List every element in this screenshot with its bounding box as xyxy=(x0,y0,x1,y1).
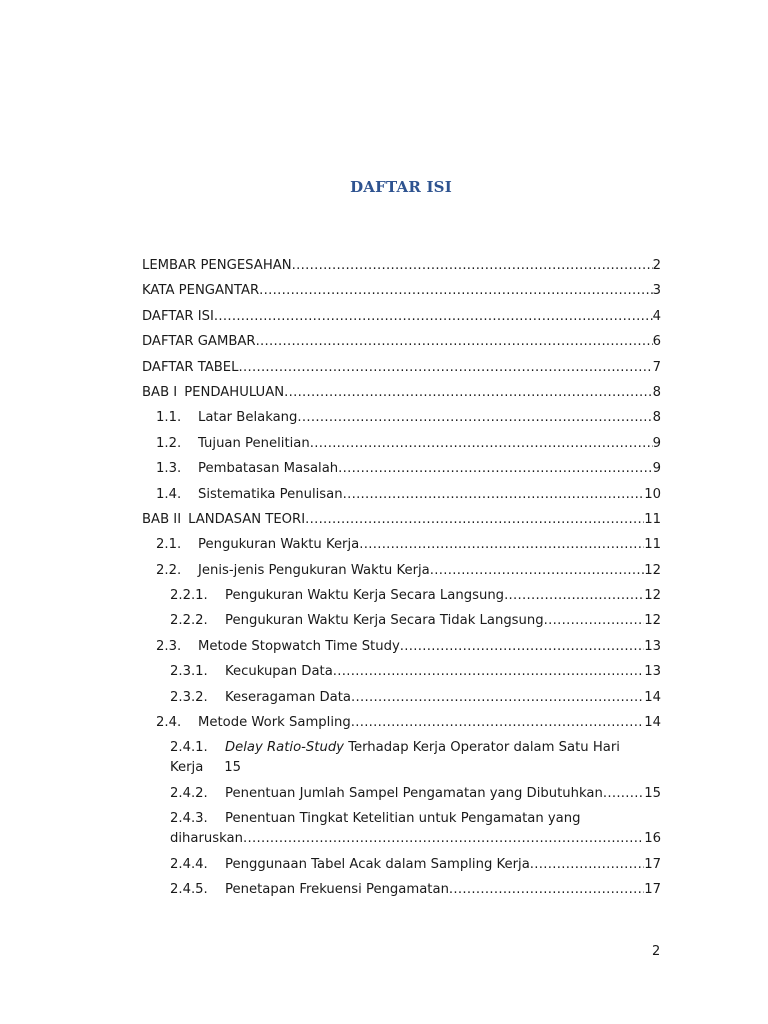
toc-entry-number: 2.4.3. xyxy=(170,811,208,827)
toc-entry-page: 9 xyxy=(652,435,661,451)
toc-entry-2-2-1[interactable] xyxy=(142,586,661,606)
toc-entry-page: 2 xyxy=(652,258,661,273)
toc-entry-page: 11 xyxy=(644,511,661,527)
dot-leader xyxy=(297,408,652,428)
toc-entry-daftar-tabel[interactable] xyxy=(142,358,661,378)
toc-entry-bab-2[interactable] xyxy=(142,510,661,530)
toc-entry-2-4-3[interactable] xyxy=(142,809,661,849)
toc-entry-page: 10 xyxy=(644,486,661,502)
toc-entry-page: 15 xyxy=(644,785,661,801)
toc-entry-1-2[interactable] xyxy=(142,434,661,454)
toc-entry-number: 2.4.1. xyxy=(170,740,208,756)
dot-leader xyxy=(603,784,644,804)
toc-entry-text: Kecukupan Data xyxy=(225,664,333,680)
toc-entry-2-2[interactable] xyxy=(142,561,661,581)
dot-leader xyxy=(256,332,653,352)
toc-entry-number: 2.4. xyxy=(156,715,182,731)
toc-entry-text-italic: Delay Ratio-Study xyxy=(225,740,344,756)
toc-entry-text: Penentuan Jumlah Sampel Pengamatan yang Dibutuhkan xyxy=(225,785,603,801)
toc-entry-page: 17 xyxy=(644,856,661,872)
toc-entry-text: Metode Stopwatch Time Study xyxy=(198,638,400,654)
toc-entry-lembar-pengesahan[interactable] xyxy=(142,256,661,276)
toc-entry-number: BAB I xyxy=(142,384,178,400)
toc-entry-number: 2.1. xyxy=(156,537,182,553)
dot-leader xyxy=(259,281,652,301)
dot-leader xyxy=(305,510,644,530)
dot-leader xyxy=(238,358,652,378)
toc-entry-text: Penggunaan Tabel Acak dalam Sampling Kerja xyxy=(225,856,530,872)
toc-entry-2-3[interactable] xyxy=(142,637,661,657)
toc-entry-text-continuation: diharuskan xyxy=(170,831,243,847)
toc-entry-number: 2.2.2. xyxy=(170,613,208,629)
toc-entry-text: DAFTAR ISI xyxy=(142,308,214,324)
toc-entry-1-3[interactable] xyxy=(142,459,661,479)
dot-leader xyxy=(243,829,644,849)
dot-leader xyxy=(338,459,652,479)
toc-entry-number: 1.1. xyxy=(156,410,182,426)
toc-entry-text: Sistematika Penulisan xyxy=(198,486,343,502)
dot-leader xyxy=(430,561,644,581)
dot-leader xyxy=(530,855,644,875)
toc-entry-page: 12 xyxy=(644,588,661,604)
toc-entry-daftar-gambar[interactable] xyxy=(142,332,661,352)
toc-entry-1-1[interactable] xyxy=(142,408,661,428)
toc-entry-text: Metode Work Sampling xyxy=(198,715,351,731)
toc-entry-text: PENDAHULUAN xyxy=(184,384,285,400)
toc-entry-2-4-5[interactable] xyxy=(142,880,661,900)
toc-entry-text: LEMBAR PENGESAHAN xyxy=(142,258,292,273)
toc-entry-text: Pengukuran Waktu Kerja Secara Tidak Langsung xyxy=(225,613,544,629)
toc-entry-page: 9 xyxy=(652,461,661,477)
dot-leader xyxy=(359,535,644,555)
toc-entry-text: Pengukuran Waktu Kerja xyxy=(198,537,360,553)
toc-entry-page: 13 xyxy=(644,664,661,680)
toc-entry-number: 2.4.2. xyxy=(170,785,208,801)
toc-entry-number: 2.3.1. xyxy=(170,664,208,680)
dot-leader xyxy=(449,880,644,900)
toc-entry-page: 3 xyxy=(652,283,661,299)
dot-leader xyxy=(544,611,645,631)
toc-entry-text-continuation: Kerja xyxy=(170,760,204,776)
dot-leader xyxy=(343,485,645,505)
toc-entry-number: 2.4.5. xyxy=(170,881,208,897)
toc-entry-page: 4 xyxy=(652,308,661,324)
toc-entry-page: 13 xyxy=(644,638,661,654)
dot-leader xyxy=(284,383,653,403)
toc-entry-page: 16 xyxy=(644,831,661,847)
toc-entry-page: 11 xyxy=(644,537,661,553)
toc-entry-page: 12 xyxy=(644,562,661,578)
toc-entry-page: 7 xyxy=(652,359,661,375)
toc-entry-text: Pembatasan Masalah xyxy=(198,461,339,477)
toc-entry-number: 1.4. xyxy=(156,486,182,502)
toc-entry-daftar-isi[interactable] xyxy=(142,307,661,327)
dot-leader xyxy=(310,434,653,454)
toc-entry-bab-1[interactable] xyxy=(142,383,661,403)
toc-entry-text: Jenis-jenis Pengukuran Waktu Kerja xyxy=(198,562,430,578)
toc-entry-number: 2.2. xyxy=(156,562,182,578)
toc-entry-page: 8 xyxy=(652,410,661,426)
dot-leader xyxy=(333,662,644,682)
toc-entry-number: BAB II xyxy=(142,511,182,527)
toc-entry-page: 12 xyxy=(644,613,661,629)
toc-entry-text: Latar Belakang xyxy=(198,410,298,426)
toc-entry-page: 6 xyxy=(652,334,661,350)
page-number: 2 xyxy=(652,944,661,959)
dot-leader xyxy=(214,307,653,327)
toc-entry-2-3-1[interactable] xyxy=(142,662,661,682)
dot-leader xyxy=(351,688,644,708)
toc-entry-2-1[interactable] xyxy=(142,535,661,555)
toc-entry-text: Penentuan Tingkat Ketelitian untuk Pengamatan yang xyxy=(225,811,581,827)
toc-entry-number: 2.3.2. xyxy=(170,689,208,705)
toc-entry-page: 15 xyxy=(224,760,242,776)
toc-entry-number: 2.3. xyxy=(156,638,182,654)
toc-entry-2-4[interactable] xyxy=(142,713,661,733)
toc-entry-number: 2.2.1. xyxy=(170,588,208,604)
dot-leader xyxy=(504,586,644,606)
dot-leader xyxy=(400,637,644,657)
page-title: DAFTAR ISI xyxy=(350,178,452,196)
toc-entry-page: 14 xyxy=(644,689,661,705)
toc-entry-text: DAFTAR GAMBAR xyxy=(142,334,256,350)
toc-entry-page: 17 xyxy=(644,881,661,897)
dot-leader xyxy=(351,713,645,733)
toc-entry-2-4-4[interactable] xyxy=(142,855,661,875)
toc-entry-2-4-1[interactable] xyxy=(142,738,661,778)
dot-leader xyxy=(292,256,653,276)
toc-entry-page: 8 xyxy=(652,384,661,400)
toc-entry-text: Pengukuran Waktu Kerja Secara Langsung xyxy=(225,588,505,604)
toc-entry-number: 2.4.4. xyxy=(170,856,208,872)
toc-entry-text: Tujuan Penelitian xyxy=(198,435,310,451)
toc-entry-kata-pengantar[interactable] xyxy=(142,281,661,301)
toc-entry-text: Terhadap Kerja Operator dalam Satu Hari xyxy=(344,740,620,756)
toc-entry-page: 14 xyxy=(644,715,661,731)
toc-entry-text: DAFTAR TABEL xyxy=(142,359,239,375)
toc-entry-text: Penetapan Frekuensi Pengamatan xyxy=(225,881,449,897)
toc-entry-text: Keseragaman Data xyxy=(225,689,352,705)
table-of-contents xyxy=(142,256,661,905)
toc-entry-1-4[interactable] xyxy=(142,485,661,505)
toc-entry-2-4-2[interactable] xyxy=(142,784,661,804)
toc-entry-2-3-2[interactable] xyxy=(142,688,661,708)
toc-entry-text: LANDASAN TEORI xyxy=(188,511,306,527)
toc-entry-number: 1.2. xyxy=(156,435,182,451)
toc-entry-2-2-2[interactable] xyxy=(142,611,661,631)
toc-entry-text: KATA PENGANTAR xyxy=(142,283,260,299)
toc-entry-number: 1.3. xyxy=(156,461,182,477)
